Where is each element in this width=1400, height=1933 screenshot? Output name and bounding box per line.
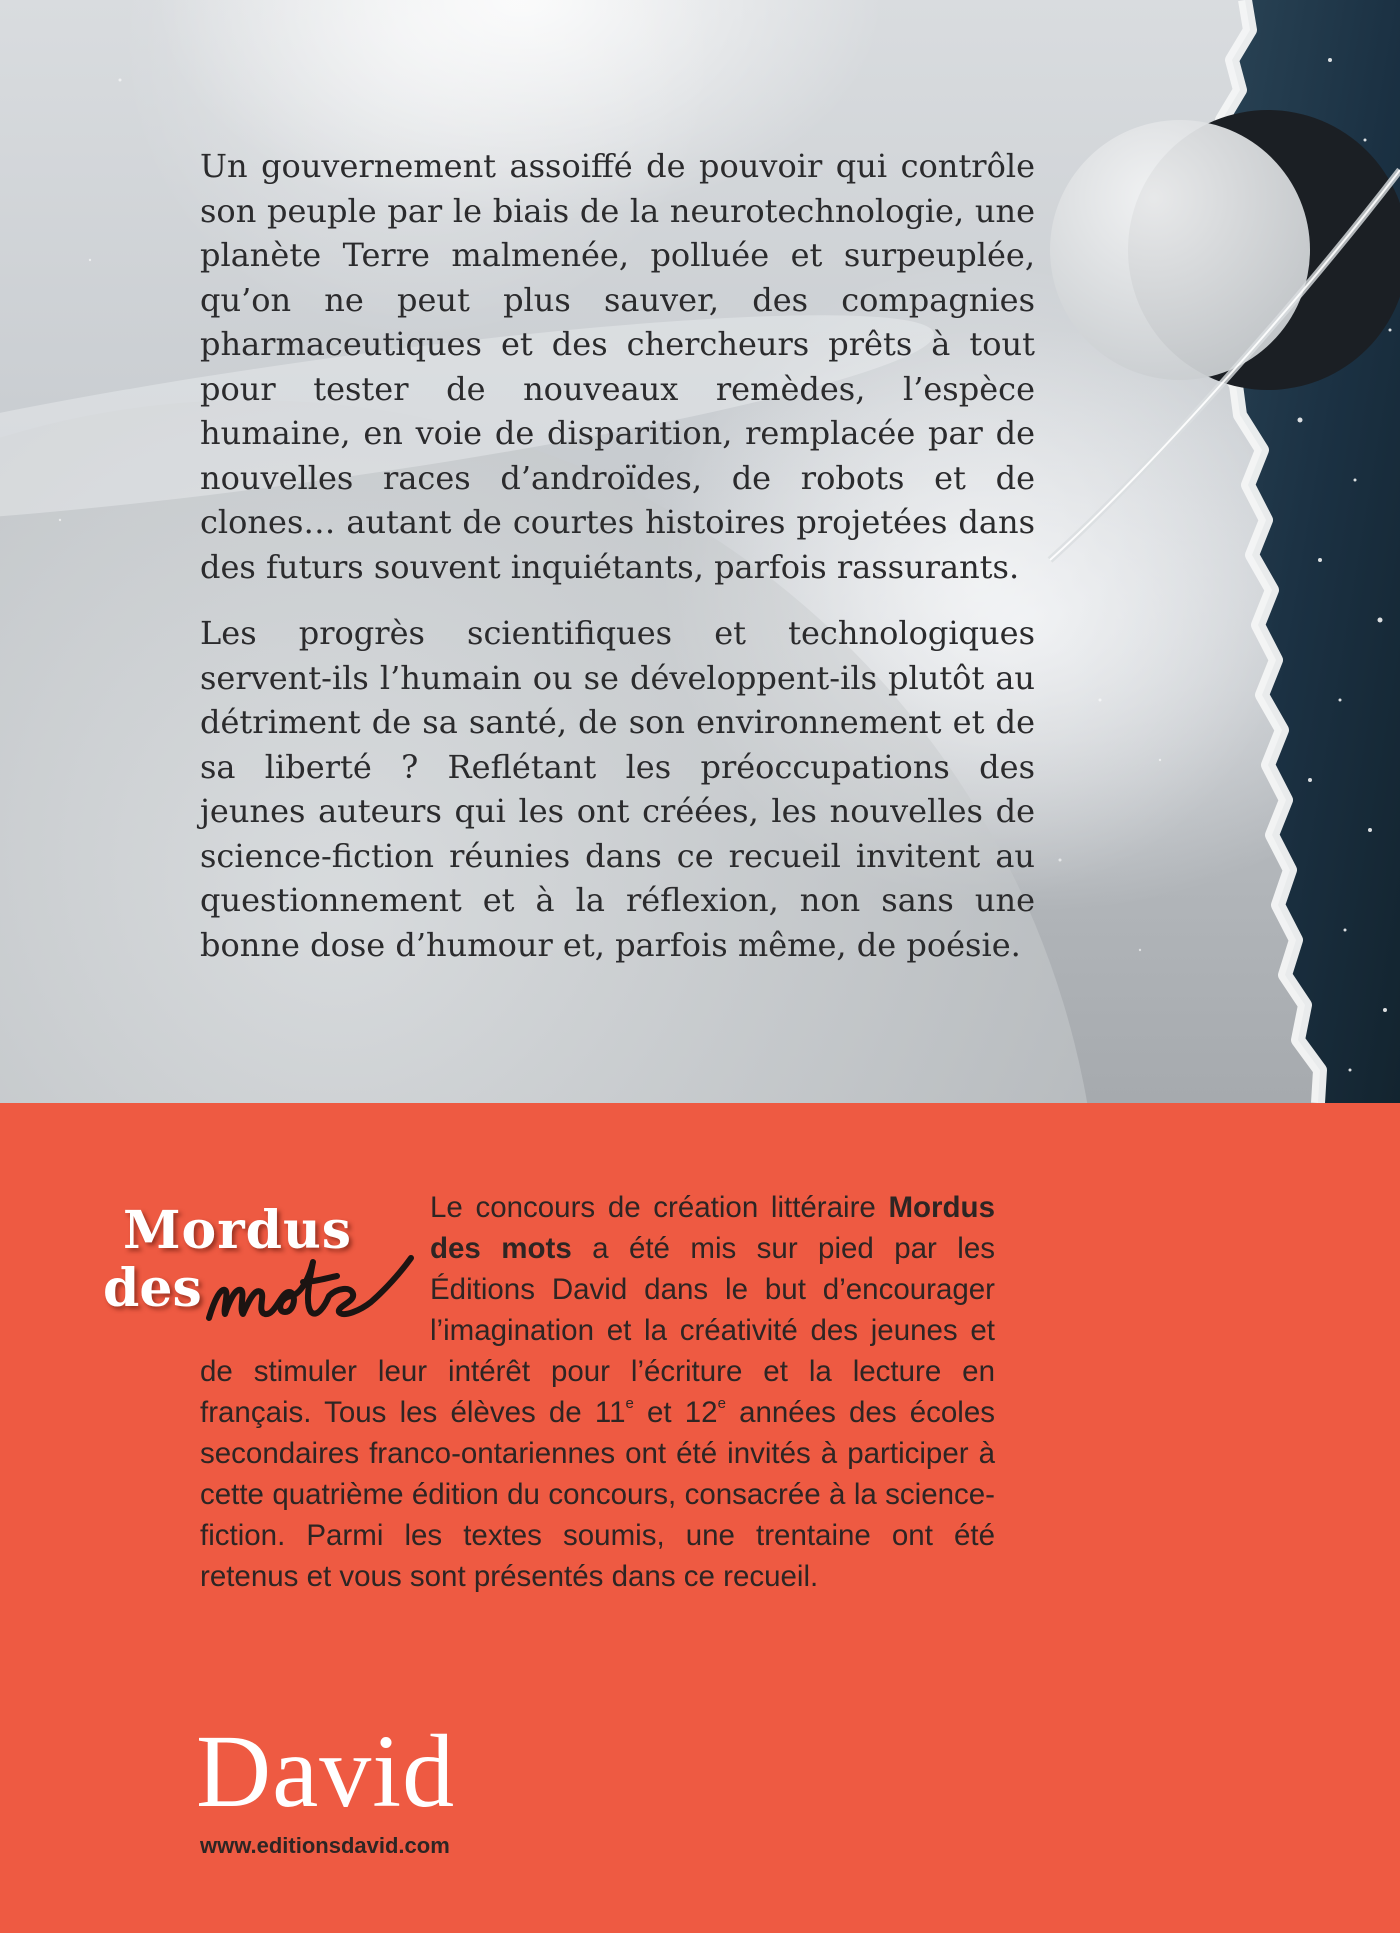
publisher-logo: David [196,1714,456,1829]
concours-part3: années des écoles secondaires franco-ontariennes ont été invités à participer à cette quatrième édition du concours, consacrée à la science-fiction. Parmi les textes soumis, une trentaine ont été retenus et vous sont présentés dans ce recueil. [200,1396,995,1593]
concours-part2: et 12 [633,1396,718,1429]
logo-word-des: des [103,1258,202,1319]
summary-paragraph-2: Les progrès scientifiques et technologiques servent-ils l’humain ou se développent-ils plutôt au détriment de sa santé, de son environnement et de sa liberté ? Reflétant les préoccupations des jeunes auteurs qui les ont créées, les nouvelles de science-fiction réunies dans ce recueil invitent au questionnement et à la réflexion, non sans une bonne dose d’humour et, parfois même, de poésie. [200,614,1035,964]
concours-description [200,1187,995,1597]
concours-name: Mordus des mots [430,1191,995,1265]
summary-paragraph-1: Un gouvernement assoiffé de pouvoir qui contrôle son peuple par le biais de la neurotechnologie, une planète Terre malmenée, polluée et surpeuplée, qu’on ne peut plus sauver, des compagnies pharmaceutiques et des chercheurs prêts à tout pour tester de nouveaux remèdes, l’espèce humaine, en voie de disparition, remplacée par de nouvelles races d’androïdes, de robots et de clones… autant de courtes histoires projetées dans des futurs souvent inquiétants, parfois rassurants. [200,147,1035,586]
ordinal-suffix-12: e [717,1395,726,1412]
ordinal-suffix-11: e [625,1395,634,1412]
book-summary [200,144,1035,989]
publisher-website[interactable]: www.editionsdavid.com [200,1833,450,1858]
logo-word-mordus: Mordus [123,1200,353,1261]
concours-part1: a été mis sur pied par les Éditions David dans le but d’encourager l’imagination et la créativité des jeunes et de stimuler leur intérêt pour l’écriture et la lecture en français. Tous les élèves de 11 [200,1232,995,1429]
concours-intro: Le concours de création littéraire [430,1191,889,1224]
